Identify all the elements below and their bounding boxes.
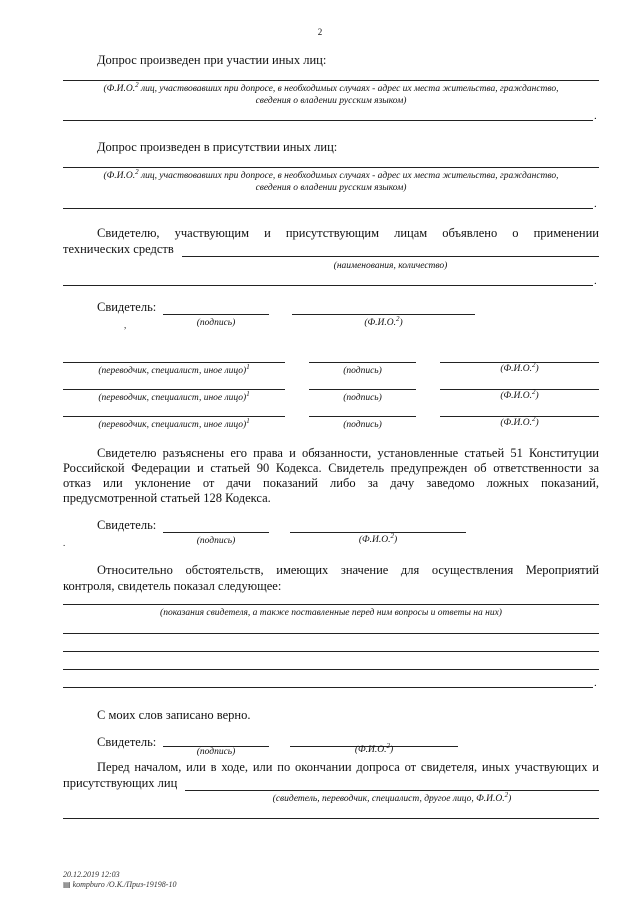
testimony-line xyxy=(63,633,599,634)
sign-line xyxy=(309,362,416,363)
statements-line1: Перед началом, или в ходе, или по окончании допроса от свидетеля, иных участвующих и xyxy=(97,760,599,774)
end-mark: . xyxy=(594,198,597,210)
stray-mark: . xyxy=(63,538,66,548)
page-number: 2 xyxy=(317,27,323,37)
end-mark: . xyxy=(594,275,597,287)
sign-caption: (подпись) xyxy=(343,420,382,430)
witness-label: Свидетель: xyxy=(97,300,157,314)
presence-line-2 xyxy=(63,208,593,209)
testimony-note: (показания свидетеля, а также поставленные перед ним вопросы и ответы на них) xyxy=(160,608,502,618)
presence-note-line1: (Ф.И.О.$^2$ лиц, участвовавших при допросе, в необходимых случаях - адрес их места жительства, гражданство, xyxy=(103,167,559,181)
technical-line2: технических средств xyxy=(63,242,174,256)
fio-line xyxy=(440,416,599,417)
verified-statement: С моих слов записано верно. xyxy=(97,708,251,722)
rights-line1: Свидетелю разъяснены его права и обязанности, установленные статьей 51 Конституции xyxy=(97,446,599,460)
role-line xyxy=(63,362,285,363)
sign-line xyxy=(309,389,416,390)
end-mark: . xyxy=(594,110,597,122)
role-line xyxy=(63,389,285,390)
end-mark: . xyxy=(594,677,597,689)
presence-heading: Допрос произведен в присутствии иных лиц: xyxy=(97,140,338,154)
footer-date: 20.12.2019 12:03 xyxy=(63,870,120,879)
sign-caption: (подпись) xyxy=(343,366,382,376)
statements-fill-line xyxy=(185,790,599,791)
witness-label: Свидетель: xyxy=(97,518,157,532)
presence-line xyxy=(63,167,599,168)
statements-line2: присутствующих лиц xyxy=(63,776,178,790)
testimony-line1: Относительно обстоятельств, имеющих значение для осуществления Мероприятий xyxy=(97,563,599,577)
technical-line1: Свидетелю, участвующим и присутствующим лицам объявлено о применении xyxy=(97,226,599,240)
fio-caption: (Ф.И.О.$^2$) xyxy=(500,360,539,374)
role-caption: (переводчик, специалист, иное лицо)$^1$ xyxy=(98,416,250,430)
technical-note: (наименования, количество) xyxy=(333,261,448,271)
testimony-line2: контроля, свидетель показал следующее: xyxy=(63,579,282,593)
participants-line xyxy=(63,80,599,81)
document-icon: ▤ xyxy=(63,880,71,889)
participants-note-line1: (Ф.И.О.$^2$ лиц, участвовавших при допросе, в необходимых случаях - адрес их места жительства, гражданство, xyxy=(103,80,559,94)
fio-caption: (Ф.И.О.$^2$) xyxy=(358,531,398,545)
witness-fio-line xyxy=(292,314,475,315)
witness-fio-line xyxy=(290,532,466,533)
rights-line4: предусмотренной статьей 128 Кодекса. xyxy=(63,491,271,505)
fio-caption: (Ф.И.О.$^2$) xyxy=(500,414,539,428)
witness-signature-line xyxy=(163,532,269,533)
sign-line xyxy=(309,416,416,417)
rights-line3: отказ или уклонение от дачи показаний либо за дачу заведомо ложных показаний, xyxy=(63,476,599,490)
participants-note-line2: сведения о владении русским языком) xyxy=(255,96,407,106)
sign-caption: (подпись) xyxy=(343,393,382,403)
fio-caption: (Ф.И.О.$^2$) xyxy=(500,387,539,401)
fio-line xyxy=(440,389,599,390)
fio-caption: (Ф.И.О.$^2$) xyxy=(364,314,403,328)
witness-signature-line xyxy=(163,314,269,315)
testimony-line xyxy=(63,669,599,670)
fio-caption: (Ф.И.О.$^2$) xyxy=(354,741,394,755)
role-caption: (переводчик, специалист, иное лицо)$^1$ xyxy=(98,389,250,403)
testimony-line xyxy=(63,687,593,688)
signature-caption: (подпись) xyxy=(196,747,236,757)
stray-mark: , xyxy=(124,320,127,330)
witness-label: Свидетель: xyxy=(97,735,157,749)
presence-note-line2: сведения о владении русским языком) xyxy=(255,183,407,193)
participants-line-2 xyxy=(63,120,593,121)
footer-system: ▤ kompburo /О.К./Приз-19198-10 xyxy=(63,880,177,889)
rights-line2: Российской Федерации и статьей 90 Кодекса. Свидетель предупрежден об ответственности за xyxy=(63,461,599,475)
signature-caption: (подпись) xyxy=(196,536,236,546)
participants-heading: Допрос произведен при участии иных лиц: xyxy=(97,53,327,67)
technical-line-2 xyxy=(63,285,593,286)
role-line xyxy=(63,416,285,417)
testimony-line xyxy=(63,651,599,652)
fio-line xyxy=(440,362,599,363)
technical-fill-line xyxy=(182,256,599,257)
statements-line xyxy=(63,818,599,819)
testimony-line xyxy=(63,604,599,605)
statements-note: (свидетель, переводчик, специалист, другое лицо, Ф.И.О.$^2$) xyxy=(272,790,512,804)
signature-caption: (подпись) xyxy=(196,318,236,328)
role-caption: (переводчик, специалист, иное лицо)$^1$ xyxy=(98,362,250,376)
